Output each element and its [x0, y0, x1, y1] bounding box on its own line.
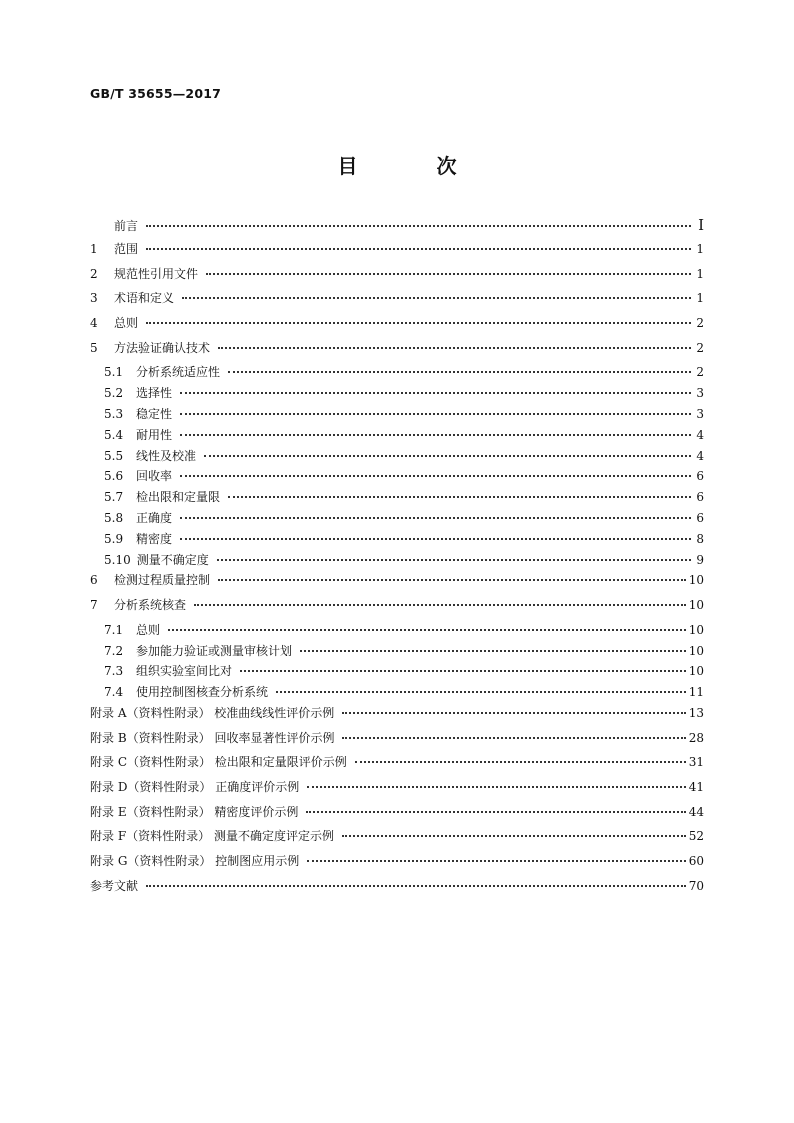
toc-entry-page: 10 [688, 598, 704, 613]
toc-leader-dots [180, 434, 691, 436]
toc-entry[interactable] [90, 642, 704, 663]
toc-leader-dots [342, 835, 686, 837]
toc-entry-page: 10 [688, 573, 704, 588]
toc-entry-page: 1 [696, 266, 704, 281]
toc-entry-page: 70 [688, 878, 704, 893]
toc-entry-label: 参加能力验证或测量审核计划 [136, 643, 293, 658]
toc-entry-label: 附录 B（资料性附录） 回收率显著性评价示例 [90, 730, 335, 745]
toc-leader-dots [342, 712, 685, 714]
toc-leader-dots [217, 559, 691, 561]
toc-entry-page: 8 [696, 531, 704, 546]
toc-leader-dots [306, 811, 685, 813]
toc-entry[interactable] [90, 467, 704, 488]
toc-entry[interactable] [90, 551, 704, 572]
toc-entry[interactable] [90, 289, 704, 314]
toc-entry[interactable] [90, 704, 704, 729]
toc-leader-dots [180, 392, 691, 394]
toc-leader-dots [146, 248, 691, 250]
toc-leader-dots [146, 322, 691, 324]
toc-entry[interactable] [90, 405, 704, 426]
toc-entry[interactable] [90, 621, 704, 642]
toc-entry-number: 7.2 [104, 643, 124, 658]
toc-entry-number: 5.1 [104, 365, 124, 380]
toc-entry-page: 44 [688, 804, 704, 819]
toc-entry[interactable] [90, 803, 704, 828]
toc-entry[interactable] [90, 314, 704, 339]
toc-entry-label: 分析系统核查 [114, 598, 187, 613]
toc-entry-page: 2 [696, 365, 704, 380]
toc-entry-number: 6 [90, 573, 98, 588]
toc-entry[interactable] [90, 426, 704, 447]
toc-entry-number: 3 [90, 291, 98, 306]
toc-entry-label: 方法验证确认技术 [114, 340, 211, 355]
toc-leader-dots [342, 737, 685, 739]
toc-entry-label: 选择性 [136, 386, 173, 401]
toc-leader-dots [218, 579, 686, 581]
toc-entry-page: 9 [696, 552, 704, 567]
toc-leader-dots [355, 761, 686, 763]
toc-entry-page: 31 [688, 755, 704, 770]
toc-entry[interactable] [90, 778, 704, 803]
toc-entry-label: 附录 C（资料性附录） 检出限和定量限评价示例 [90, 755, 347, 770]
toc-entry[interactable] [90, 265, 704, 290]
toc-entry-label: 参考文献 [90, 878, 139, 893]
toc-entry-number: 5.5 [104, 448, 124, 463]
toc-entry-label: 规范性引用文件 [114, 266, 199, 281]
toc-entry-page: 1 [696, 242, 704, 256]
toc-entry-page: 4 [696, 448, 704, 463]
toc-leader-dots [180, 475, 691, 477]
toc-entry[interactable] [90, 877, 704, 902]
toc-entry[interactable] [90, 216, 704, 240]
page-title: 目 次 [337, 154, 493, 178]
toc-entry[interactable] [90, 683, 704, 704]
toc-entry-page: 10 [688, 664, 704, 679]
toc-entry[interactable] [90, 596, 704, 621]
toc-leader-dots [276, 691, 686, 693]
toc-entry[interactable] [90, 753, 704, 778]
toc-entry-label: 分析系统适应性 [136, 365, 221, 380]
toc-entry-page: 52 [688, 829, 704, 844]
toc-entry-label: 范围 [114, 242, 139, 256]
toc-leader-dots [180, 538, 691, 540]
toc-entry[interactable] [90, 729, 704, 754]
toc-leader-dots [182, 297, 691, 299]
toc-leader-dots [228, 371, 691, 373]
toc-leader-dots [168, 629, 686, 631]
toc-entry-label: 术语和定义 [114, 291, 175, 306]
toc-entry-label: 回收率 [136, 469, 173, 484]
toc-entry-label: 组织实验室间比对 [136, 664, 233, 679]
toc-leader-dots [180, 413, 691, 415]
toc-entry[interactable] [90, 384, 704, 405]
toc-entry[interactable] [90, 363, 704, 384]
toc-entry-page: Ⅰ [698, 216, 704, 234]
toc-entry[interactable] [90, 509, 704, 530]
toc-entry-label: 使用控制图核查分析系统 [136, 685, 269, 700]
toc-entry-page: 3 [696, 407, 704, 422]
toc-leader-dots [240, 670, 686, 672]
toc-leader-dots [204, 455, 691, 457]
toc-entry-label: 稳定性 [136, 407, 173, 422]
toc-entry-number: 7.3 [104, 664, 124, 679]
toc-entry-label: 线性及校准 [136, 448, 197, 463]
toc-entry-label: 总则 [114, 316, 139, 331]
toc-entry-label: 耐用性 [136, 427, 173, 442]
toc-entry[interactable] [90, 488, 704, 509]
toc-entry-label: 附录 D（资料性附录） 正确度评价示例 [90, 780, 300, 795]
toc-entry-page: 10 [688, 643, 704, 658]
toc-entry-number: 7.1 [104, 622, 124, 637]
toc-entry-page: 60 [688, 854, 704, 869]
toc-entry[interactable] [90, 662, 704, 683]
toc-entry-page: 4 [696, 427, 704, 442]
toc-entry-page: 13 [688, 705, 704, 720]
toc-entry-page: 6 [696, 511, 704, 526]
toc-entry[interactable] [90, 339, 704, 364]
toc-leader-dots [307, 860, 686, 862]
toc-leader-dots [180, 517, 691, 519]
toc-entry-number: 5.6 [104, 469, 124, 484]
toc-entry[interactable] [90, 827, 704, 852]
toc-entry-page: 10 [688, 622, 704, 637]
toc-entry-page: 6 [696, 490, 704, 505]
toc-entry[interactable] [90, 852, 704, 877]
toc-leader-dots [194, 604, 686, 606]
toc-entry-number: 5.7 [104, 490, 124, 505]
toc-leader-dots [206, 273, 691, 275]
toc-entry-number: 5.3 [104, 407, 124, 422]
toc-leader-dots [218, 347, 691, 349]
toc-entry-number: 7 [90, 598, 98, 613]
toc-entry-label: 前言 [114, 219, 139, 233]
toc-entry-number: 5.10 [104, 552, 131, 567]
toc-leader-dots [307, 786, 685, 788]
toc-leader-dots [146, 885, 686, 887]
toc-entry-number: 2 [90, 266, 98, 281]
toc-entry-page: 1 [696, 291, 704, 306]
table-of-contents [90, 216, 704, 901]
toc-entry[interactable] [90, 447, 704, 468]
toc-entry-page: 6 [696, 469, 704, 484]
toc-entry-label: 检出限和定量限 [136, 490, 221, 505]
toc-entry-number: 5 [90, 340, 98, 355]
toc-entry[interactable] [90, 240, 704, 265]
toc-entry[interactable] [90, 530, 704, 551]
toc-entry[interactable] [90, 571, 704, 596]
toc-entry-page: 41 [688, 780, 704, 795]
toc-entry-page: 11 [688, 685, 704, 700]
toc-entry-label: 正确度 [136, 511, 173, 526]
toc-entry-label: 检测过程质量控制 [114, 573, 211, 588]
standard-code: GB/T 35655—2017 [90, 86, 222, 101]
toc-entry-number: 5.8 [104, 511, 124, 526]
toc-leader-dots [300, 650, 686, 652]
toc-entry-page: 2 [696, 316, 704, 331]
toc-leader-dots [228, 496, 691, 498]
toc-entry-label: 附录 F（资料性附录） 测量不确定度评定示例 [90, 829, 334, 844]
toc-entry-page: 28 [688, 730, 704, 745]
toc-entry-number: 1 [90, 242, 98, 256]
toc-entry-label: 附录 E（资料性附录） 精密度评价示例 [90, 804, 299, 819]
toc-entry-label: 附录 A（资料性附录） 校准曲线线性评价示例 [90, 705, 335, 720]
toc-entry-label: 测量不确定度 [136, 552, 209, 567]
toc-leader-dots [146, 225, 691, 227]
toc-entry-label: 附录 G（资料性附录） 控制图应用示例 [90, 854, 300, 869]
toc-entry-number: 5.4 [104, 427, 124, 442]
toc-entry-page: 3 [696, 386, 704, 401]
toc-entry-label: 总则 [136, 622, 161, 637]
toc-entry-label: 精密度 [136, 531, 173, 546]
toc-entry-number: 7.4 [104, 685, 124, 700]
toc-entry-page: 2 [696, 340, 704, 355]
toc-entry-number: 4 [90, 316, 98, 331]
toc-entry-number: 5.9 [104, 531, 124, 546]
toc-entry-number: 5.2 [104, 386, 124, 401]
